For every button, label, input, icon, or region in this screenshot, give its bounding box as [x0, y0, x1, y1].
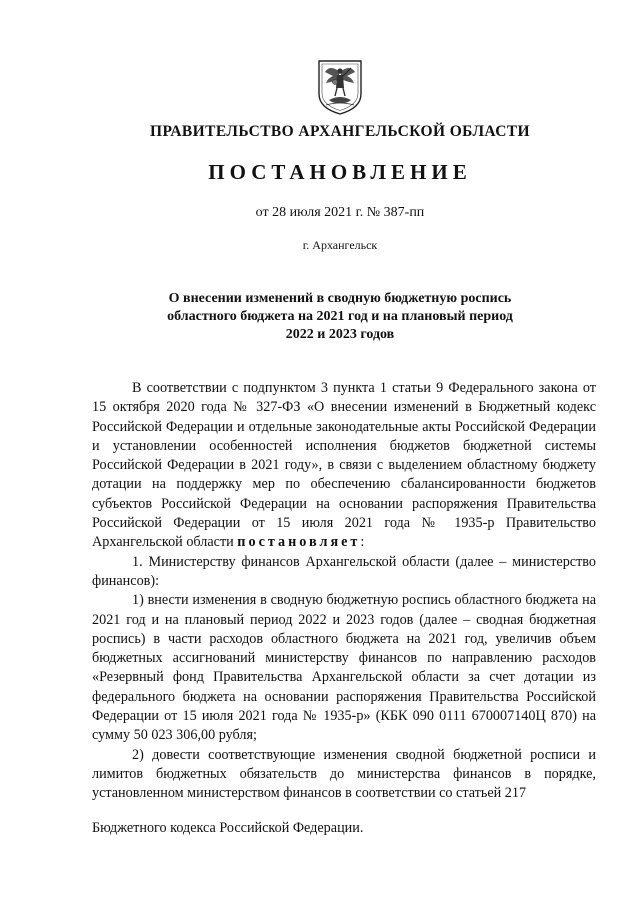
document-date-number: от 28 июля 2021 г. № 387-пп	[255, 205, 425, 220]
document-type: ПОСТАНОВЛЕНИЕ	[208, 160, 472, 184]
page-continuation: Бюджетного кодекса Российской Федерации.	[92, 820, 364, 836]
item-1-1-paragraph: 1) внести изменения в сводную бюджетную роспись областного бюджета на 2021 год и на плановый период 2022 и 2023 годов (далее – сводная бюджетная роспись) в части расходов областного бюджета на 2021 год, увеличив объем бюджетных ассигнований министерству финансов по направлению расходов «Резервный фонд Правительства Архангельской области за счет дотации из федерального бюджета на основании распоряжения Правительства Российской Федерации от 15 июля 2021 года № 1935-р» (КБК 090 0111 670007140Ц 870) на сумму 50 023 306,00 рубля;	[92, 592, 596, 744]
document-title-line: 2022 и 2023 годов	[285, 327, 395, 342]
preamble-text: В соответствии с подпунктом 3 пункта 1 статьи 9 Федерального закона от 15 октября 2020 года № 327-ФЗ «О внесении изменений в Бюджетный кодекс Российской Федерации и отдельные законодательные акты Российской Федерации и установлении особенностей исполнения бюджетов бюджетной системы Российской Федерации в 2021 году», в связи с выделением областному бюджету дотации на поддержку мер по обеспечению сбалансированности бюджетов субъектов Российской Федерации на основании распоряжения Правительства Российской Федерации от 15 июля 2021 года № 1935-р Правительство Архангельской области	[92, 380, 596, 551]
document-title-line: О внесении изменений в сводную бюджетную роспись	[168, 291, 512, 306]
item-1-2-paragraph: 2) довести соответствующие изменения сводной бюджетной росписи и лимитов бюджетных обязательств до министерства финансов в порядке, установленном министерством финансов в соответствии со статьей 217	[92, 746, 596, 802]
preamble-paragraph	[92, 379, 596, 553]
document-city: г. Архангельск	[302, 238, 378, 252]
decree-word: постановляет	[237, 534, 361, 551]
document-title-line: областного бюджета на 2021 год и на плановый период	[167, 309, 513, 324]
item-1-paragraph: 1. Министерству финансов Архангельской области (далее – министерство финансов):	[92, 553, 596, 589]
organization-name: ПРАВИТЕЛЬСТВО АРХАНГЕЛЬСКОЙ ОБЛАСТИ	[149, 123, 530, 140]
coat-of-arms-icon	[316, 58, 364, 116]
document-body	[92, 379, 596, 804]
document-title	[60, 290, 620, 344]
decree-colon: :	[360, 534, 365, 551]
